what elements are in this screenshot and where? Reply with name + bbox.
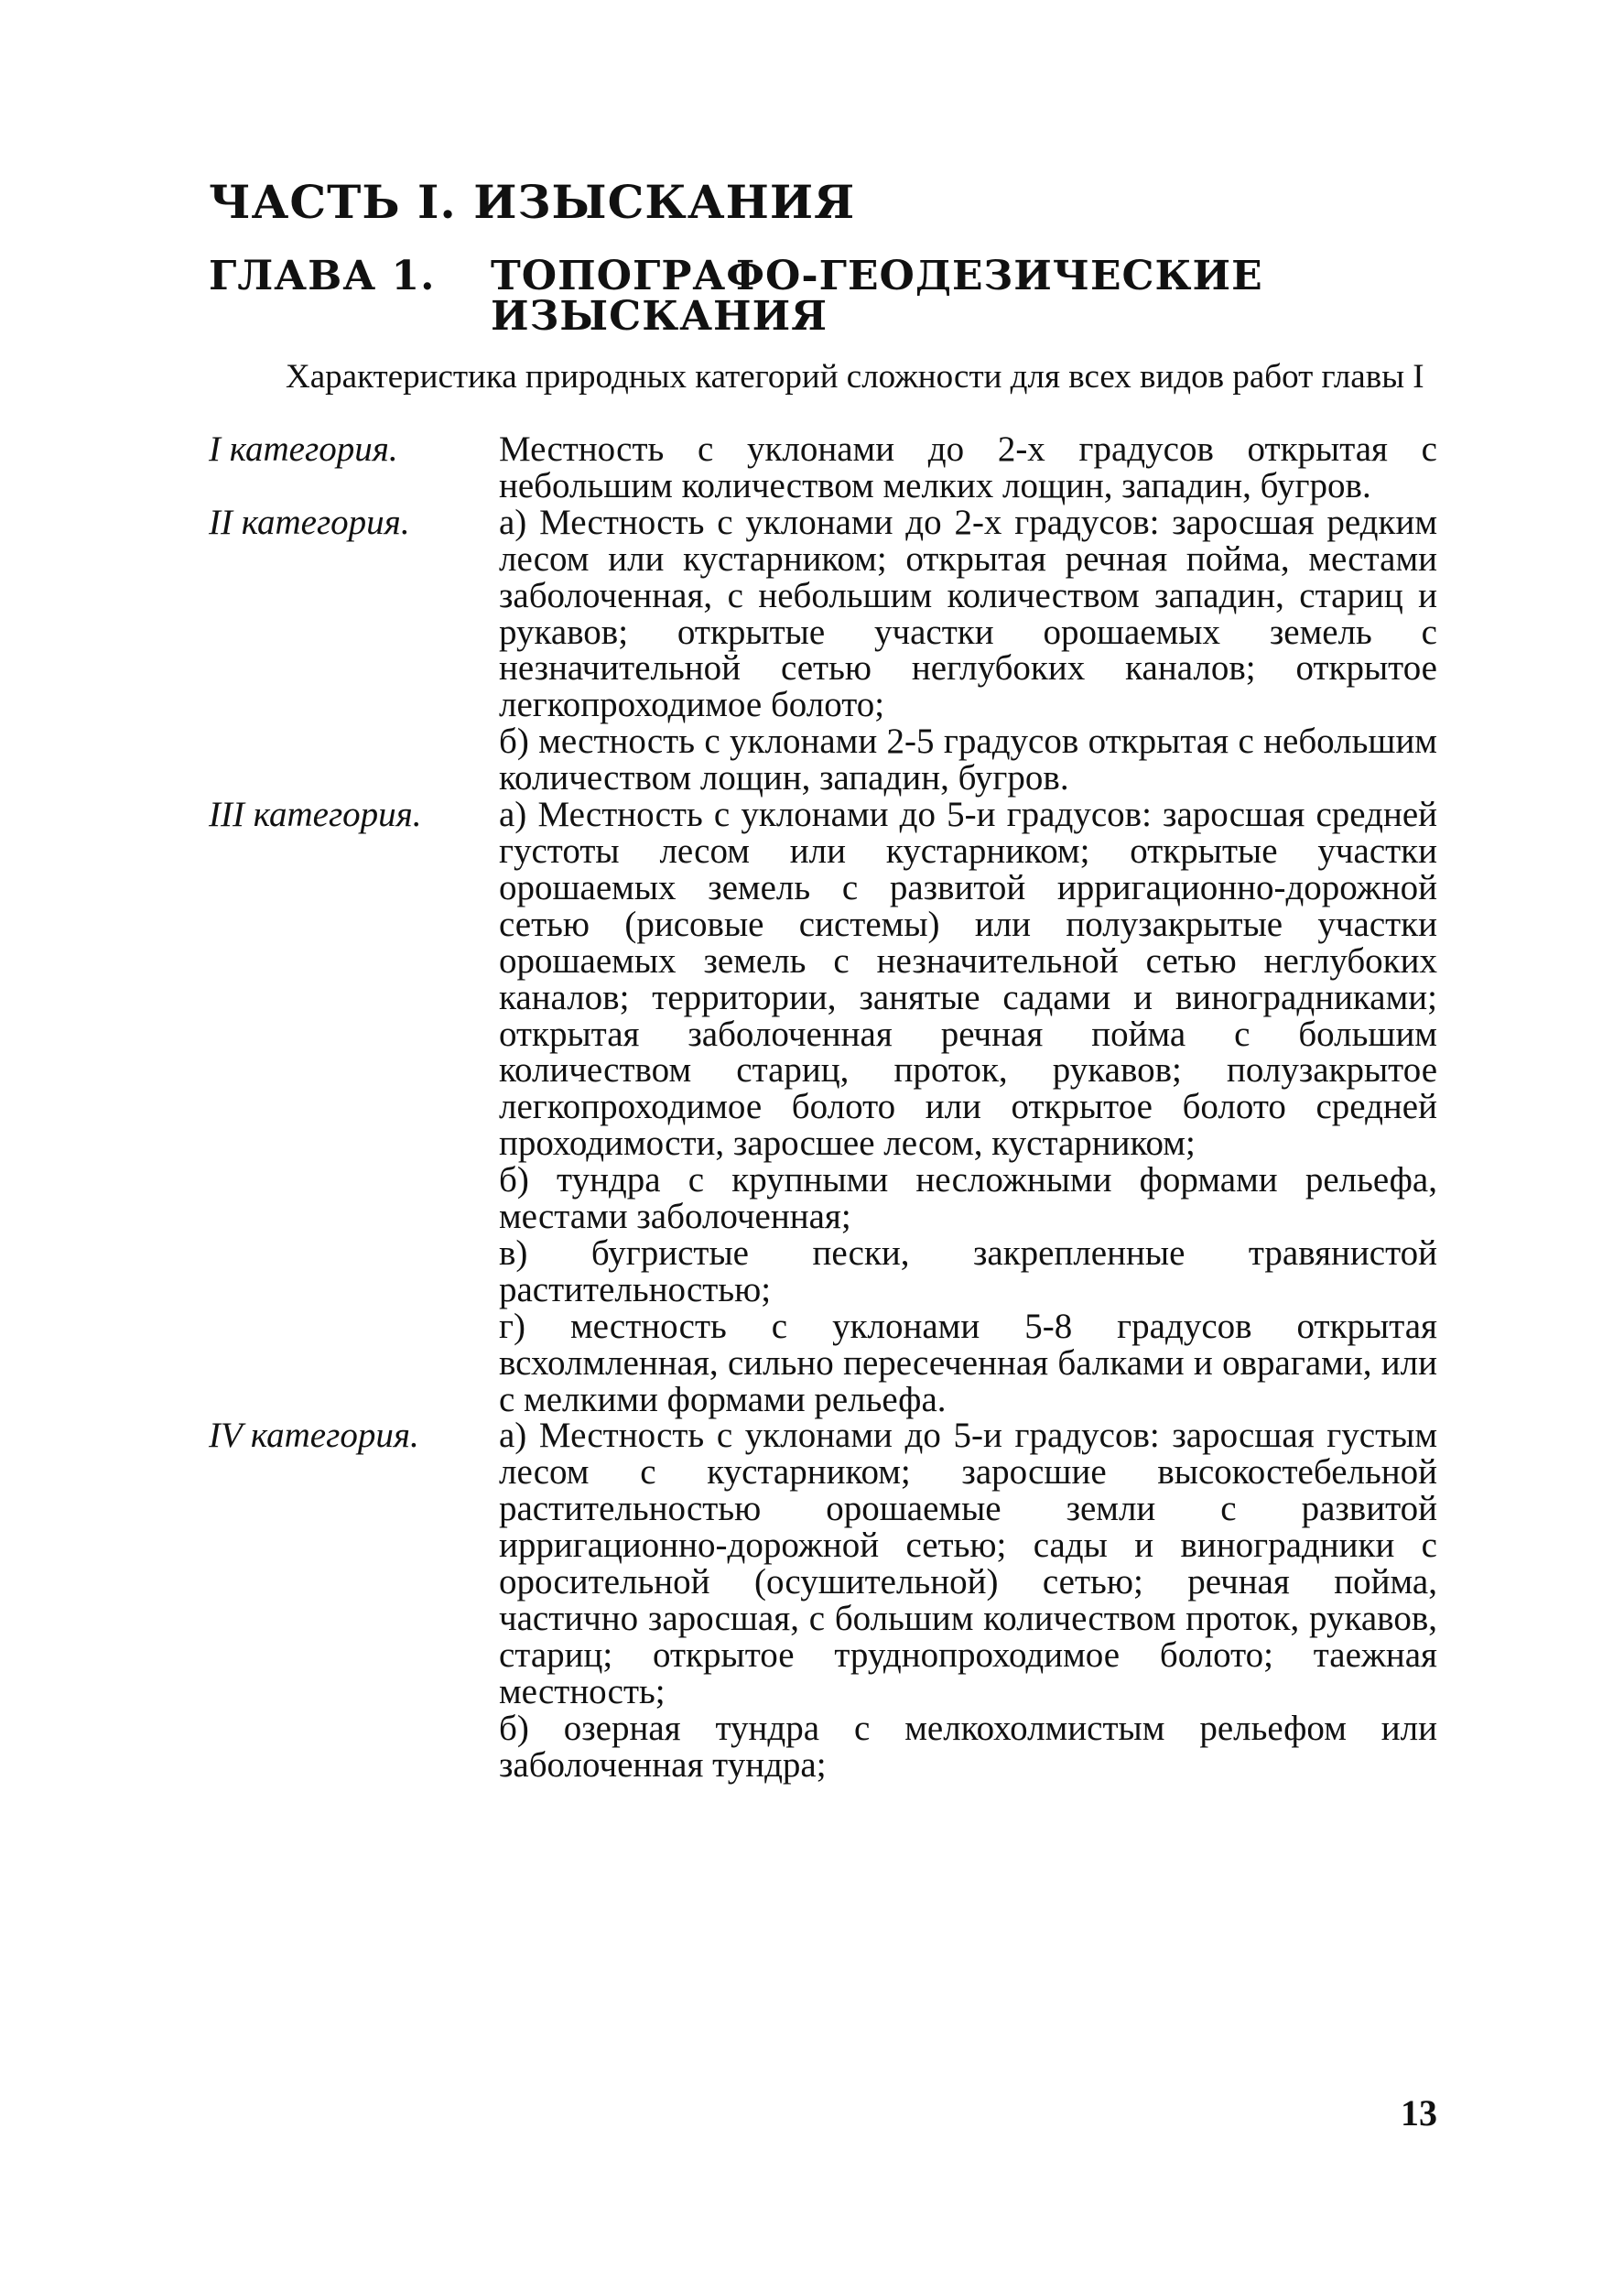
category-3 [209, 797, 1437, 1417]
category-description [499, 502, 1437, 798]
category-item: а) Местность с уклонами до 2-х градусов: заросшая редким лесом или кустарником; открытая речная пойма, местами заболоченная, с небольшим количеством западин, стариц и рукавов; открытые участки орошаемых земель с незначительной сетью неглубоких каналов; открытое легкопроходимое болото; [499, 502, 1437, 725]
category-label: III категория. [209, 795, 422, 835]
category-description [499, 431, 1437, 505]
category-label: II категория. [209, 502, 410, 542]
category-item: Местность с уклонами до 2-х градусов открытая с небольшим количеством мелких лощин, западин, бугров. [499, 429, 1437, 505]
category-item: а) Местность с уклонами до 5-и градусов: заросшая густым лесом с кустарником; заросшие высокостебельной растительностью орошаемые земли с развитой ирригационно-дорожной сетью; сады и виноградники с оросительной (осушительной) сетью; речная пойма, частично заросшая, с большим количеством проток, рукавов, стариц; открытое труднопроходимое болото; таежная местность; [499, 1416, 1437, 1711]
chapter-number: ГЛАВА 1. [209, 253, 436, 299]
chapter-title-line-2: ИЗЫСКАНИЯ [491, 293, 828, 340]
category-1 [209, 431, 1437, 505]
category-label: I категория. [209, 429, 398, 469]
category-item: б) местность с уклонами 2-5 градусов открытая с небольшим количеством лощин, западин, бугров. [499, 722, 1437, 798]
category-item: г) местность с уклонами 5-8 градусов открытая всхолмленная, сильно пересеченная балками и оврагами, или с мелкими формами рельефа. [499, 1306, 1437, 1419]
page-number: 13 [1401, 2092, 1437, 2134]
category-label: IV категория. [209, 1416, 419, 1456]
part-title: ЧАСТЬ I. ИЗЫСКАНИЯ [209, 175, 856, 229]
category-description [499, 1417, 1437, 1783]
category-item: б) озерная тундра с мелкохолмистым рельефом или заболоченная тундра; [499, 1708, 1437, 1785]
category-2 [209, 502, 1437, 798]
category-item: б) тундра с крупными несложными формами рельефа, местами заболоченная; [499, 1160, 1437, 1237]
chapter-title [491, 253, 1406, 340]
category-item: в) бугристые пески, закрепленные травянистой растительностью; [499, 1232, 1437, 1309]
category-4 [209, 1417, 1437, 1783]
category-description [499, 797, 1437, 1417]
chapter-title-line-1: ТОПОГРАФО-ГЕОДЕЗИЧЕСКИЕ [491, 253, 1263, 299]
category-list [209, 431, 1437, 1784]
category-item: а) Местность с уклонами до 5-и градусов: заросшая средней густоты лесом или кустарником; открытые участки орошаемых земель с развитой ирригационно-дорожной сетью (рисовые системы) или полузакрытые участки орошаемых земель с незначительной сетью неглубоких каналов; территории, занятые садами и виноградниками; открытая заболоченная речная пойма с большим количеством стариц, проток, рукавов; полузакрытое легкопроходимое болото или открытое болото средней проходимости, заросшее лесом, кустарником; [499, 795, 1437, 1164]
intro-paragraph: Характеристика природных категорий сложности для всех видов работ главы I [286, 358, 1424, 396]
